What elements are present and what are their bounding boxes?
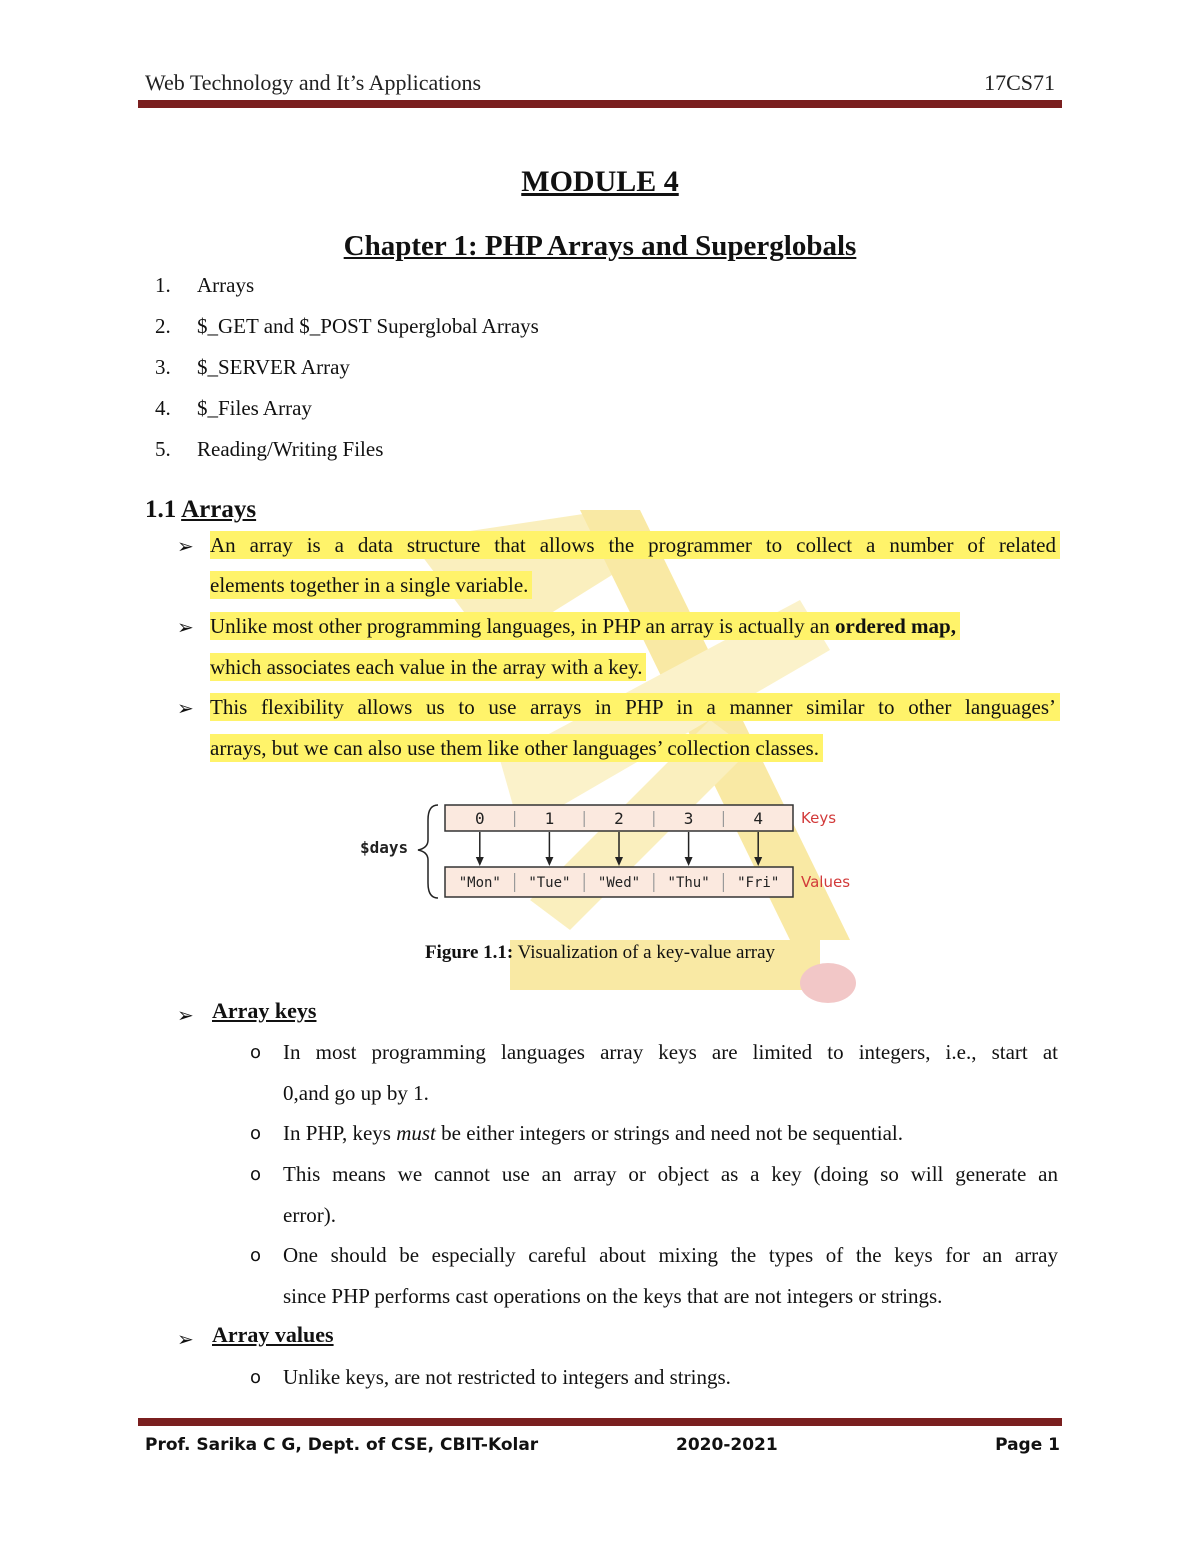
arrow-bullet-icon: ➢ — [177, 615, 194, 639]
highlight-line — [210, 611, 960, 641]
arrowhead-icon — [545, 857, 553, 866]
highlighted-text: elements together in a single variable. — [210, 571, 532, 599]
array-value-cell: "Thu" — [667, 875, 710, 891]
body-text: Unlike keys, are not restricted to integers and strings. — [283, 1365, 731, 1389]
arrow-bullet-icon: ➢ — [177, 1327, 194, 1351]
array-key-cell: 2 — [614, 809, 624, 828]
body-text: since PHP performs cast operations on the keys that are not integers or strings. — [283, 1284, 943, 1308]
array-key-cell: 1 — [544, 809, 555, 828]
diagram-brace — [418, 805, 438, 898]
toc-item — [155, 437, 383, 462]
arrowhead-icon — [685, 857, 693, 866]
toc-text: Arrays — [197, 273, 255, 297]
toc-item — [155, 273, 254, 298]
arrow-bullet-icon: ➢ — [177, 1003, 194, 1027]
highlighted-text: which associates each value in the array with a key. — [210, 653, 646, 681]
highlighted-text: This flexibility allows us to use arrays in PHP in a manner similar to other languages’ — [210, 693, 1060, 721]
arrow-bullet-icon: ➢ — [177, 534, 194, 558]
highlighted-text-part: , — [950, 614, 956, 638]
array-value-cell: "Wed" — [597, 875, 641, 891]
key-value-array-diagram — [350, 795, 870, 910]
toc-item — [155, 314, 539, 339]
toc-text: $_Files Array — [197, 396, 312, 420]
diagram-variable-label: $days — [360, 838, 409, 857]
figure-caption-label: Figure 1.1: — [424, 942, 514, 963]
array-value-cell: "Fri" — [737, 875, 780, 891]
module-title: MODULE 4 — [521, 165, 679, 198]
highlighted-bold-term: ordered map — [835, 614, 951, 638]
toc-number: 2. — [155, 314, 171, 338]
values-legend-label: Values — [801, 873, 851, 891]
chapter-title: Chapter 1: PHP Arrays and Superglobals — [343, 230, 857, 262]
highlighted-text-part: Unlike most other programming languages, in PHP an array is actually an — [210, 614, 835, 638]
highlighted-text: arrays, but we can also use them like other languages’ collection classes. — [210, 734, 823, 762]
toc-number: 4. — [155, 396, 171, 420]
highlighted-text: An array is a data structure that allows the programmer to collect a number of related — [210, 531, 1060, 559]
arrowhead-icon — [615, 857, 623, 866]
section-title: Arrays — [181, 496, 257, 523]
circle-bullet-icon: o — [250, 1042, 262, 1063]
circle-bullet-icon: o — [250, 1123, 262, 1144]
toc-number: 3. — [155, 355, 171, 379]
array-value-cell: "Mon" — [458, 875, 501, 891]
subheading-array-values: Array values — [212, 1322, 334, 1347]
toc-text: Reading/Writing Files — [197, 437, 384, 461]
subheading-array-keys: Array keys — [212, 998, 317, 1023]
array-key-cell: 4 — [753, 809, 764, 828]
body-text: One should be especially careful about mixing the types of the keys for an array — [283, 1243, 1058, 1267]
section-heading — [145, 496, 256, 524]
body-text: 0,and go up by 1. — [283, 1081, 429, 1105]
running-header-title: Web Technology and It’s Applications — [145, 70, 482, 95]
toc-item — [155, 396, 312, 421]
circle-bullet-icon: o — [250, 1367, 262, 1388]
toc-number: 5. — [155, 437, 171, 461]
keys-legend-label: Keys — [801, 809, 837, 827]
body-text-part: In PHP, keys — [283, 1121, 397, 1145]
header-rule — [138, 100, 1062, 108]
toc-number: 1. — [155, 273, 171, 297]
highlight-line — [210, 652, 646, 682]
footer-rule — [138, 1418, 1062, 1426]
highlight-line — [210, 530, 1060, 560]
highlight-line — [210, 570, 532, 600]
toc-item — [155, 355, 350, 380]
body-text — [283, 1119, 903, 1147]
body-text-part: be either integers or strings and need not be sequential. — [435, 1121, 903, 1145]
array-key-cell: 0 — [474, 809, 485, 828]
figure-caption — [0, 942, 1200, 964]
arrow-bullet-icon: ➢ — [177, 696, 194, 720]
toc-text: $_SERVER Array — [197, 355, 350, 379]
body-text: This means we cannot use an array or object as a key (doing so will generate an — [283, 1162, 1058, 1186]
footer-author: Prof. Sarika C G, Dept. of CSE, CBIT-Kolar — [145, 1435, 539, 1455]
arrowhead-icon — [754, 857, 762, 866]
highlight-line — [210, 733, 823, 763]
body-text: error). — [283, 1203, 337, 1227]
footer-page-number: Page 1 — [995, 1435, 1060, 1455]
highlight-line — [210, 692, 1060, 722]
highlighted-text — [210, 612, 960, 640]
array-value-cell: "Tue" — [528, 875, 571, 891]
array-key-cell: 3 — [683, 809, 694, 828]
footer-year: 2020-2021 — [676, 1435, 778, 1455]
arrowhead-icon — [476, 857, 484, 866]
circle-bullet-icon: o — [250, 1245, 262, 1266]
emphasis-text: must — [396, 1121, 436, 1145]
section-number: 1.1 — [145, 496, 177, 523]
running-header-code: 17CS71 — [984, 70, 1055, 95]
toc-text: $_GET and $_POST Superglobal Arrays — [197, 314, 539, 338]
circle-bullet-icon: o — [250, 1164, 262, 1185]
body-text: In most programming languages array keys are limited to integers, i.e., start at — [283, 1040, 1058, 1064]
figure-caption-text: Visualization of a key-value array — [513, 942, 776, 963]
